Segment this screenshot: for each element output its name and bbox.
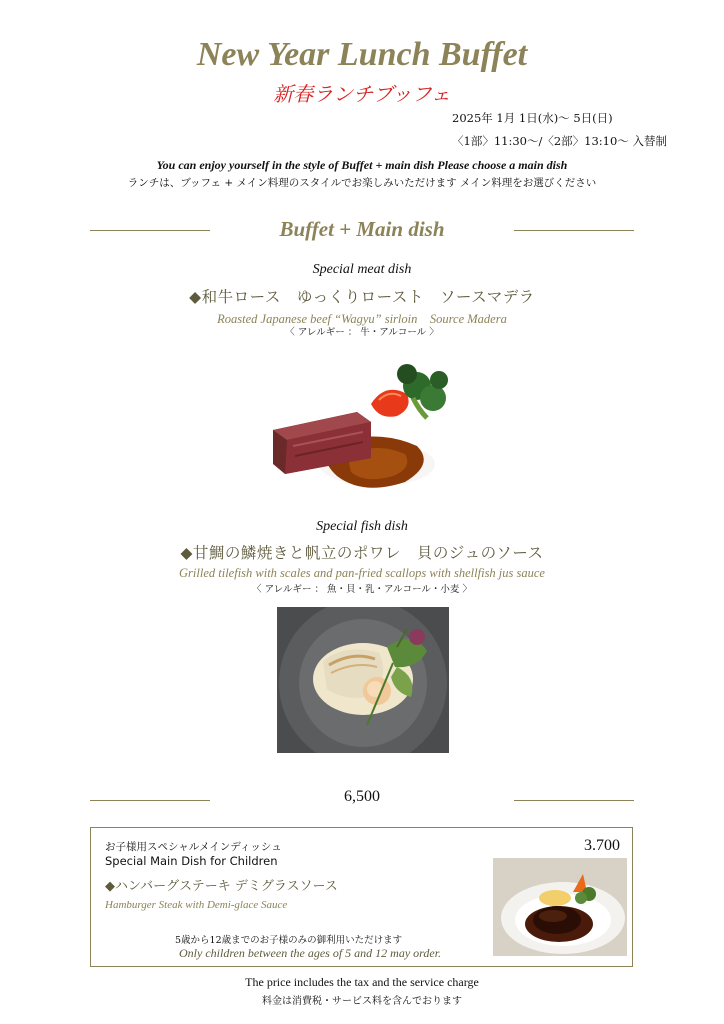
meat-dish-name-jp: ◆和牛ロース ゆっくりロースト ソースマデラ [189,288,535,306]
kids-menu-box [90,827,633,967]
kids-price: 3.700 [584,837,620,854]
meat-dish-category: Special meat dish [312,262,412,277]
fish-dish-name-jp: ◆甘鯛の鱗焼きと帆立のポワレ 貝のジュのソース [180,544,544,562]
kids-note-jp: 5歳から12歳までのお子様のみの御利用いただけます [175,935,403,946]
kids-dish-name-en: Hamburger Steak with Demi-glace Sauce [105,899,288,911]
meat-dish-allergy: 〈 アレルギー ： 牛・アルコール 〉 [285,327,439,338]
event-date: 2025年 1月 1日(水)〜 5日(日) [452,111,613,125]
kids-category-jp: お子様用スペシャルメインディッシュ [105,841,282,853]
kids-category-en: Special Main Dish for Children [105,854,278,868]
divider-right [514,230,634,231]
price-divider-right [514,800,634,801]
meat-dish-photo [267,346,457,502]
buffet-price: 6,500 [344,788,380,805]
page-subtitle: 新春ランチブッフェ [273,82,451,106]
fish-dish-name-en: Grilled tilefish with scales and pan-fried scallops with shellfish jus sauce [179,566,545,580]
kids-note-en: Only children between the ages of 5 and 12 may order. [179,946,442,960]
kids-dish-name-jp: ◆ハンバーグステーキ デミグラスソース [105,879,338,894]
meat-dish-name-en: Roasted Japanese beef “Wagyu” sirloin Source Madera [217,312,507,326]
fish-dish-photo [277,607,449,753]
intro-japanese: ランチは、ブッフェ + メイン料理のスタイルでお楽しみいただけます メイン料理をお選びください [127,177,597,189]
footer-english: The price includes the tax and the service charge [245,975,479,989]
section-title: Buffet + Main dish [279,217,445,241]
fish-dish-category: Special fish dish [316,519,408,534]
intro-english: You can enjoy yourself in the style of Buffet + main dish Please choose a main dish [156,158,568,172]
event-time: 〈1部〉11:30〜/〈2部〉13:10〜 入替制 [452,134,667,148]
fish-dish-allergy: 〈 アレルギー ： 魚・貝・乳・アルコール・小麦 〉 [252,584,472,595]
footer-japanese: 料金は消費税・サービス料を含んでおります [262,996,462,1007]
kids-dish-photo [493,858,627,956]
page-title: New Year Lunch Buffet [196,36,528,73]
